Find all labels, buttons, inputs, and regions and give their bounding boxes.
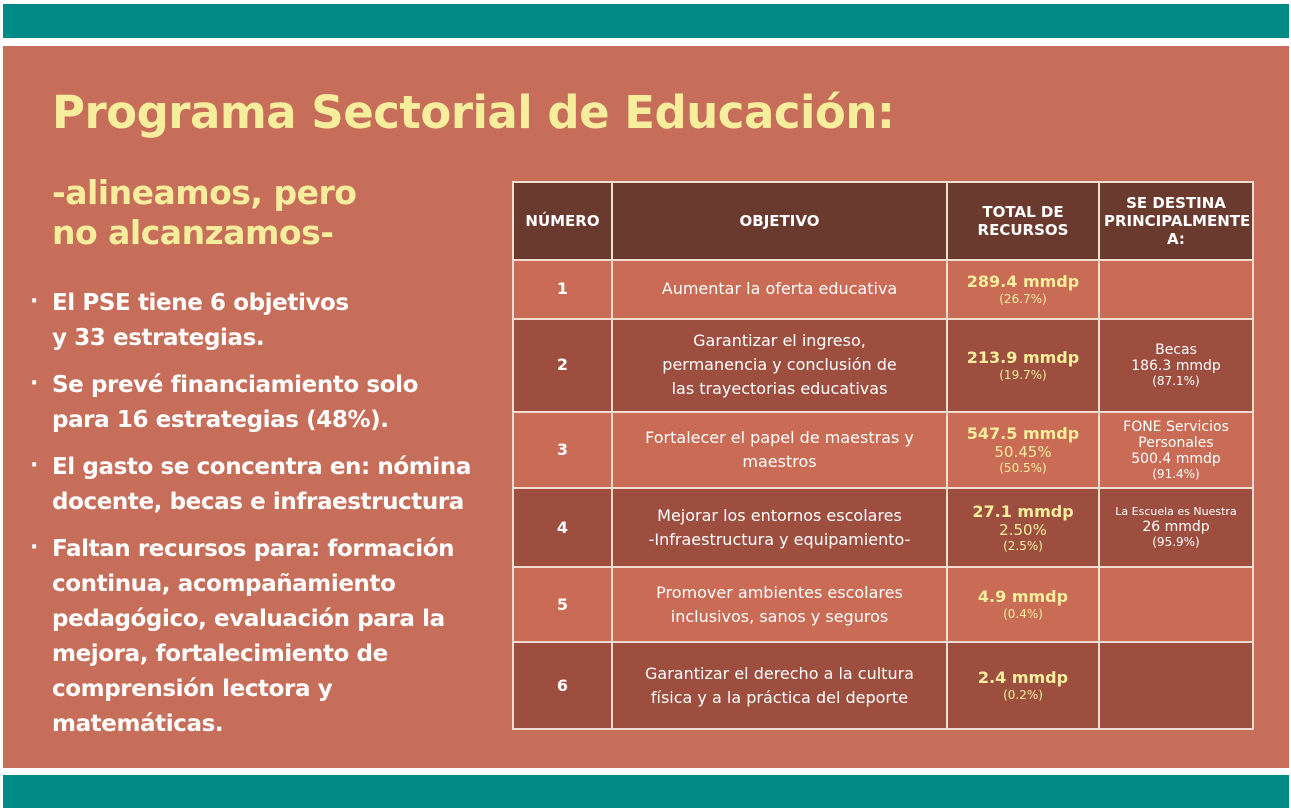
top-teal-band — [3, 4, 1289, 38]
cell-total-recursos — [947, 260, 1099, 319]
amount-share: (0.4%) — [1003, 607, 1043, 622]
bullet-dot-icon: · — [30, 289, 38, 314]
cell-se-destina: FONE Servicios Personales 500.4 mmdp (91.4%) — [1099, 412, 1253, 489]
cell-se-destina — [1099, 260, 1253, 319]
cell-objetivo: Mejorar los entornos escolares -Infraestructura y equipamiento- — [612, 488, 947, 567]
bullet-dot-icon: · — [30, 453, 38, 478]
cell-numero: 6 — [513, 642, 612, 729]
table-header-row — [513, 182, 1253, 260]
slide-title: Programa Sectorial de Educación: — [52, 86, 895, 139]
cell-numero: 2 — [513, 319, 612, 412]
subtitle-line: -alineamos, pero — [52, 173, 357, 212]
cell-se-destina — [1099, 642, 1253, 729]
table-row — [513, 642, 1253, 729]
cell-objetivo: Promover ambientes escolares inclusivos, sanos y seguros — [612, 567, 947, 642]
amount-mmdp: 547.5 mmdp — [966, 424, 1080, 444]
amount-share: (26.7%) — [999, 291, 1047, 306]
amount-share: (2.5%) — [1003, 538, 1043, 553]
header-total-recursos: TOTAL DE RECURSOS — [947, 182, 1099, 260]
bullet-item: · El PSE tiene 6 objetivos y 33 estrategias. — [30, 286, 510, 356]
cell-numero: 3 — [513, 412, 612, 489]
table-row — [513, 567, 1253, 642]
amount-share: (0.2%) — [1003, 688, 1043, 703]
cell-total-recursos — [947, 319, 1099, 412]
bullet-dot-icon: · — [30, 535, 38, 560]
cell-total-recursos — [947, 567, 1099, 642]
bullet-item: · Faltan recursos para: formación continua, acompañamiento pedagógico, evaluación para la mejora, fortalecimiento de comprensión lectora y matemáticas. — [30, 532, 510, 742]
cell-total-recursos — [947, 642, 1099, 729]
header-numero: NÚMERO — [513, 182, 612, 260]
amount-mmdp: 4.9 mmdp — [977, 587, 1069, 607]
table-row — [513, 260, 1253, 319]
amount-mmdp: 213.9 mmdp — [966, 347, 1080, 367]
header-se-destina: SE DESTINA PRINCIPALMENTE A: — [1099, 182, 1253, 260]
cell-numero: 1 — [513, 260, 612, 319]
amount-percent: 2.50% — [999, 520, 1047, 539]
bullet-item: · El gasto se concentra en: nómina docente, becas e infraestructura — [30, 450, 510, 520]
slide-subtitle — [52, 173, 412, 253]
cell-numero: 4 — [513, 488, 612, 567]
cell-numero: 5 — [513, 567, 612, 642]
cell-se-destina: Becas 186.3 mmdp (87.1%) — [1099, 319, 1253, 412]
cell-total-recursos — [947, 488, 1099, 567]
amount-mmdp: 2.4 mmdp — [977, 668, 1069, 688]
amount-share: (19.7%) — [999, 367, 1047, 382]
cell-se-destina — [1099, 567, 1253, 642]
bottom-teal-band — [3, 775, 1289, 808]
amount-percent: 50.45% — [994, 443, 1052, 462]
cell-objetivo: Fortalecer el papel de maestras y maestros — [612, 412, 947, 489]
cell-total-recursos — [947, 412, 1099, 489]
objectives-table — [512, 181, 1254, 730]
cell-objetivo: Aumentar la oferta educativa — [612, 260, 947, 319]
amount-share: (50.5%) — [999, 461, 1047, 476]
bullet-list — [30, 286, 510, 754]
cell-objetivo: Garantizar el ingreso, permanencia y conclusión de las trayectorias educativas — [612, 319, 947, 412]
bullet-item: · Se prevé financiamiento solo para 16 estrategias (48%). — [30, 368, 510, 438]
subtitle-line: no alcanzamos- — [52, 213, 334, 252]
cell-se-destina: La Escuela es Nuestra 26 mmdp (95.9%) — [1099, 488, 1253, 567]
table-row — [513, 488, 1253, 567]
table-row — [513, 319, 1253, 412]
amount-mmdp: 27.1 mmdp — [972, 501, 1074, 521]
table-row — [513, 412, 1253, 489]
amount-mmdp: 289.4 mmdp — [966, 271, 1080, 291]
bullet-dot-icon: · — [30, 371, 38, 396]
cell-objetivo: Garantizar el derecho a la cultura física y a la práctica del deporte — [612, 642, 947, 729]
header-objetivo: OBJETIVO — [612, 182, 947, 260]
